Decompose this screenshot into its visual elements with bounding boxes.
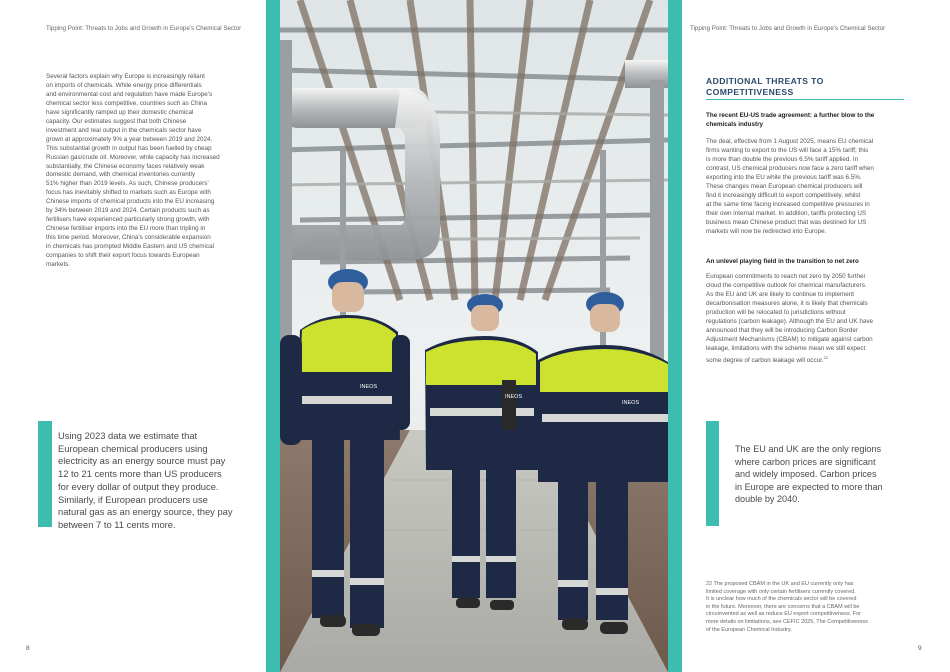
text-line: companies to shift their export focus towards European — [46, 252, 200, 260]
text-line — [706, 354, 904, 366]
text-line: by 34% between 2019 and 2024. Certain products such as — [46, 207, 210, 215]
text-line: capacity. Our estimates suggest that both Chinese — [46, 117, 187, 125]
text-line: at the same time facing increased competitive pressures in — [706, 200, 870, 208]
text-line: Chinese imports of chemical products into the EU increasing — [46, 198, 215, 206]
heading-line: COMPETITIVENESS — [706, 86, 794, 97]
text-line: These changes mean European chemical producers will — [706, 182, 863, 190]
running-head-right: Tipping Point: Threats to Jobs and Growth in Europe’s Chemical Sector — [690, 25, 886, 32]
pull-quote-line: in Europe are expected to more than — [735, 481, 883, 492]
text-line: investment and real output in the chemicals sector have — [46, 126, 202, 134]
pull-quote-line: 12 to 21 cents more than US producers — [58, 468, 222, 480]
pull-quote-line: The EU and UK are the only regions — [735, 444, 882, 454]
text-line: fertilisers have experienced particularly strong growth, with — [46, 216, 210, 224]
badge-text: INEOS — [360, 384, 378, 390]
pull-quote-line: electricity as an energy source must pay — [58, 455, 226, 467]
pull-quote-left — [58, 430, 258, 532]
right-page — [682, 0, 950, 672]
text-line: on imports of chemicals. While energy price differentials — [46, 81, 202, 89]
pull-quote-accent-bar — [38, 421, 52, 527]
pull-quote-line: for every dollar of output they produce. — [58, 480, 219, 492]
text-line: As the EU and UK are likely to continue to implement — [706, 290, 855, 298]
text-line: decarbonisation measures alone, it is likely that chemicals — [706, 299, 868, 307]
text-line: 51% higher than 2019 levels. As such, Chinese producers’ — [46, 180, 209, 188]
pull-quote-line: Using 2023 data we estimate that — [58, 430, 198, 441]
text-line: production will be relocated to jurisdictions without — [706, 308, 846, 316]
text-line: firms wanting to export to the US will face a 15% tariff; this — [706, 146, 869, 154]
left-page — [0, 0, 266, 672]
text-line: announced that they will be introducing Carbon Border — [706, 326, 858, 334]
left-body-text — [46, 73, 256, 270]
pull-quote-line: European chemical producers using — [58, 442, 208, 454]
text-line: their own internal market. In addition, tariffs protecting US — [706, 209, 867, 217]
pull-quote-line: Similarly, if European producers use — [58, 493, 208, 505]
text-line: have significantly ramped up their domestic chemical — [46, 108, 194, 116]
page-number-left: 8 — [26, 645, 30, 652]
heading-line: ADDITIONAL THREATS TO — [706, 76, 824, 86]
text-line: markets. — [46, 261, 71, 269]
text-line: exporting into the EU while the previous tariff was 6.5%. — [706, 173, 862, 181]
photo-illustration — [280, 0, 668, 672]
pull-quote-line: and widely imposed. Carbon prices — [735, 469, 877, 479]
subheading-net-zero: An unlevel playing field in the transition to net zero — [706, 258, 859, 265]
text-line: cloud the competitive outlook for chemical manufacturers. — [706, 281, 867, 289]
heading-underline — [706, 99, 904, 100]
pull-quote-line: natural gas as an energy source, they pay — [58, 506, 233, 518]
text-line: substantially, the Chinese economy faces relatively weak — [46, 162, 205, 170]
footnote-line: of the European Chemical Industry. — [706, 626, 792, 633]
teal-divider-left — [266, 0, 280, 672]
section-heading — [706, 76, 904, 97]
text-line: chemical sector less competitive, countries such as China — [46, 99, 207, 107]
pull-quote-line: double by 2040. — [735, 494, 800, 504]
paragraph-trade-agreement — [706, 138, 904, 236]
text-line: domestic demand, with chemical inventories currently — [46, 171, 196, 179]
footnote-line: in the future. Moreover, there are concerns that a CBAM will be — [706, 603, 860, 610]
footnote-reference[interactable]: 22 — [823, 354, 829, 360]
subheading-line: chemicals industry — [706, 121, 764, 128]
pull-quote-line: between 7 to 11 cents more. — [58, 518, 176, 530]
text-line: Several factors explain why Europe is increasingly reliant — [46, 73, 205, 80]
running-head-left: Tipping Point: Threats to Jobs and Growth in Europe’s Chemical Sector — [46, 25, 242, 32]
badge-text: INEOS — [622, 400, 640, 406]
text-line: find it increasingly difficult to export competitively, whilst — [706, 191, 861, 199]
text-line: Chinese fertiliser imports into the EU more than tripling in — [46, 225, 206, 233]
pull-quote-line: where carbon prices are significant — [735, 456, 876, 467]
text-line: contrast, US chemical producers now face a zero tariff when — [706, 164, 874, 172]
text-line: is more than double the previous 6.5% tariff applied. In — [706, 155, 859, 163]
teal-divider-right — [668, 0, 682, 672]
subheading-trade-agreement — [706, 111, 906, 129]
page-number-right: 9 — [918, 645, 922, 652]
text-line: This substantial growth in output has been fuelled by cheap — [46, 144, 212, 152]
text-line: and environmental cost and regulation have made Europe’s — [46, 90, 213, 98]
text-line: The deal, effective from 1 August 2025, means EU chemical — [706, 138, 874, 145]
text-line: Adjustment Mechanisms (CBAM) to mitigate against carbon — [706, 335, 873, 343]
footnote — [706, 581, 902, 634]
footnote-line: more details on limitations, see CEFIC 2025, The Competitiveness — [706, 618, 868, 625]
text-line: markets will now be redirected into Europe. — [706, 227, 827, 235]
footnote-line: 22 The proposed CBAM in the UK and EU currently only has — [706, 581, 854, 587]
text-line: regulations (carbon leakage). Although the EU and UK have — [706, 317, 873, 325]
paragraph-net-zero — [706, 273, 904, 366]
pull-quote-right — [735, 443, 905, 506]
text-line: this time period. Moreover, China’s considerable expansion — [46, 234, 211, 242]
footnote-line: circumvented as well as reduce EU export competitiveness. For — [706, 611, 861, 618]
text-line: focus has inevitably shifted to markets such as Europe with — [46, 189, 211, 197]
text-line: European commitments to reach net zero by 2050 further — [706, 273, 866, 280]
badge-text: INEOS — [505, 394, 523, 400]
text-line-content: some degree of carbon leakage will occur. — [706, 356, 824, 364]
text-line: grown at approximately 9% a year between 2019 and 2024. — [46, 135, 213, 143]
text-line: leakage, limitations with the scheme mean we still expect — [706, 344, 866, 352]
footnote-line: limited coverage with only certain fertilisers currently covered. — [706, 588, 856, 595]
pull-quote-accent-bar — [706, 421, 719, 526]
text-line: business mean Chinese product that was destined for US — [706, 218, 867, 226]
footnote-line: It is unclear how much of the chemicals sector will be covered — [706, 596, 857, 603]
text-line: in chemicals has prompted Middle Eastern and US chemical — [46, 243, 214, 251]
text-line: Russian gas/crude oil. Moreover, while capacity has increased — [46, 153, 220, 161]
workers-walkway-photo — [280, 0, 668, 672]
subheading-line: The recent EU-US trade agreement: a further blow to the — [706, 112, 875, 119]
